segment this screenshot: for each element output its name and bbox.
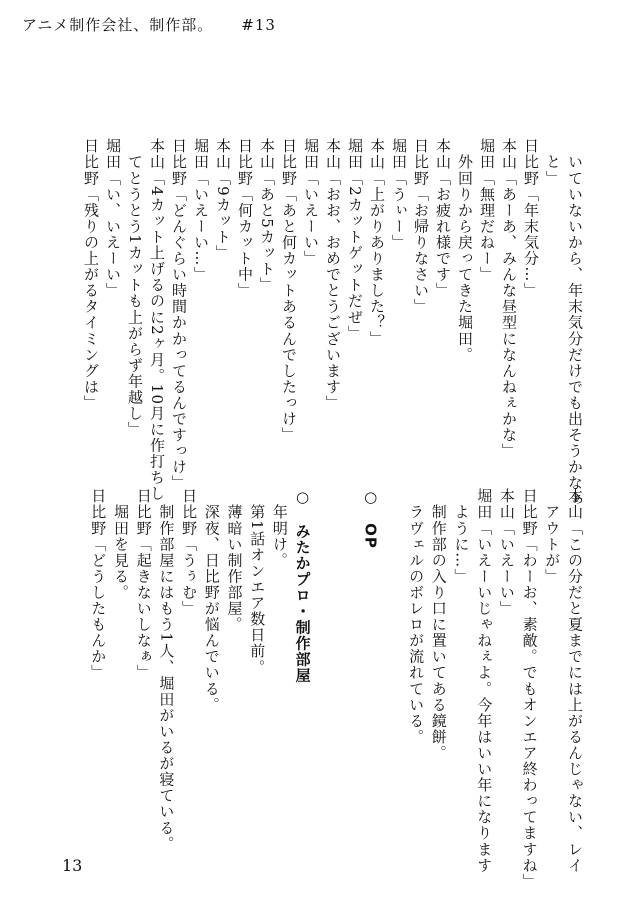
script-line: 日比野「どうしたもんか」 [89,488,108,681]
script-line: 第1話オンエア数日前。 [248,488,267,676]
script-line: 本山「4カット上げるのに2ヶ月。10月に作打ちし [148,138,166,502]
script-line: 日比野「起きないしなぁ」 [134,488,153,681]
script-line: 年明け。 [270,488,289,569]
script-line: 堀田「い、いえーい」 [104,138,122,299]
script-line: 本山「お疲れ様です」 [434,138,452,299]
book-title: アニメ制作会社、制作部。 [22,16,214,34]
script-line: 本山「いえーい」 [497,488,516,617]
script-line: 日比野「残りの上がるタイミングは」 [82,138,100,411]
script-line: ように…」 [452,488,471,585]
script-line: 日比野「わーお、素敵。でもオンエア終わってますね」 [520,488,539,890]
script-line: 本山「9カット」 [214,138,232,261]
script-line: 本山「あと5カット」 [258,138,276,294]
script-line: ○ OP [361,488,380,549]
script-line: ラヴェルのボレロが流れている。 [407,488,426,745]
episode-number: #13 [241,16,276,34]
script-line: 日比野「何カット中」 [236,138,254,299]
page-number: 13 [62,856,83,875]
script-line: 堀田「2カットゲットだぜ」 [346,138,364,342]
script-line: 外回りから戻ってきた堀田。 [456,138,474,363]
page-header [22,14,276,35]
script-line: 本山「おお、おめでとうございます」 [324,138,342,411]
script-line: 堀田「いえーい」 [302,138,320,267]
script-line: 深夜、日比野が悩んでいる。 [202,488,221,713]
script-line: 堀田「無理だねー」 [478,138,496,283]
script-line: 堀田「いえーい…」 [192,138,210,283]
script-line: 堀田「いえーいじゃねぇよ。今年はいい年になります [475,488,494,874]
script-line: いていないから、年末気分だけでも出そうかなぁ [566,138,584,508]
script-line: アウトが」 [543,488,562,585]
script-line: 日比野「あと何カットあるんでしたっけ」 [280,138,298,443]
script-line: 制作部の入り口に置いてある鏡餅。 [429,488,448,761]
script-line: 薄暗い制作部屋。 [225,488,244,633]
script-line: 制作部屋にはもう1人、堀田がいるが寝ている。 [157,488,176,852]
script-line: 堀田を見る。 [112,488,130,601]
script-line: 本山「この分だと夏までには上がるんじゃない、レイ [566,488,584,874]
script-line: 日比野「お帰りなさい」 [412,138,430,315]
script-line: てとうとう1カットも上がらず年越し」 [126,138,144,438]
script-line: と」 [544,138,562,187]
script-line: 日比野「年末気分…」 [522,138,540,299]
script-line: ○ みたかプロ・制作部屋 [293,488,312,684]
script-line: 本山「上がりありました？」 [368,138,386,347]
script-line: 堀田「うぃー」 [390,138,408,251]
script-line: 日比野「うぅむ」 [180,488,199,617]
script-line: 日比野「どんぐらい時間かかってるんですっけ」 [170,138,188,492]
script-line: 本山「あーあ、みんな昼型になんねぇかな」 [500,138,518,459]
